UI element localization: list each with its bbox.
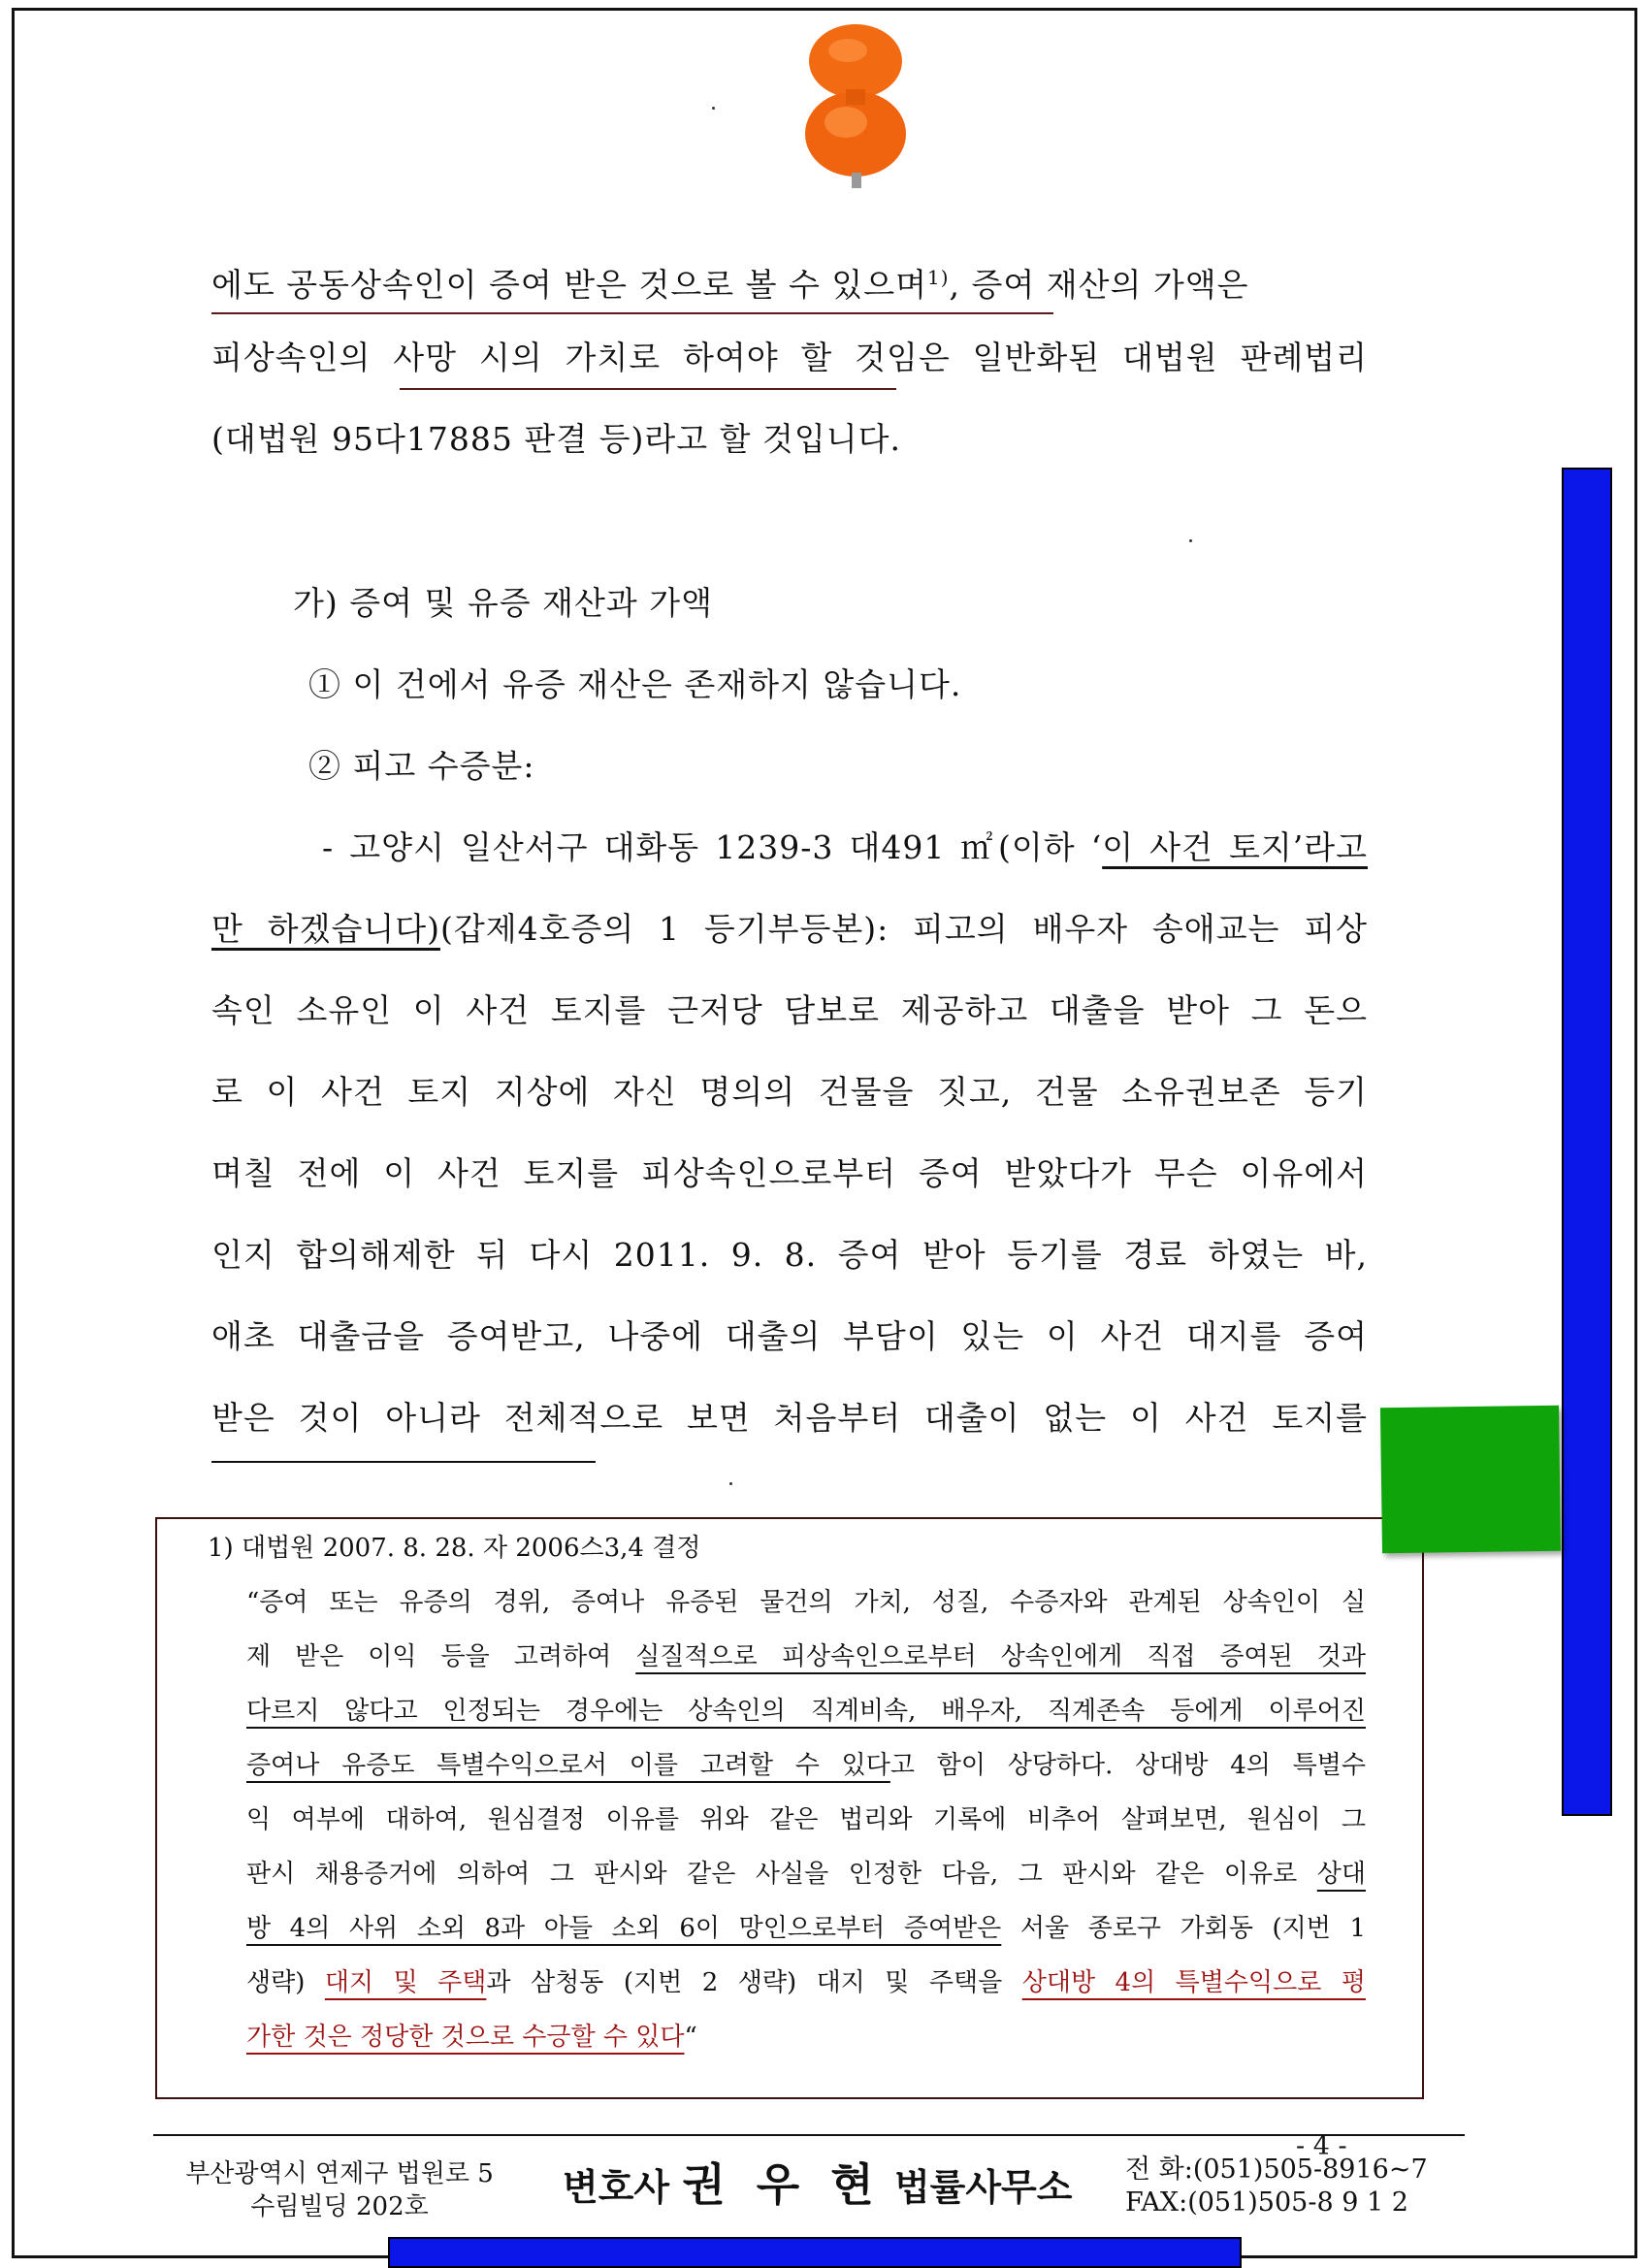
law-firm-name: 변호사 권 우 현 법률사무소: [563, 2158, 1073, 2211]
footnote-line-1: “증여 또는 유증의 경위, 증여나 유증된 물건의 가치, 성질, 수증자와 관계된 상속인이 실: [246, 1588, 1366, 1617]
para-line-6: 인지 합의해제한 뒤 다시 2011. 9. 8. 증여 받아 등기를 경료 하였는 바,: [211, 1236, 1368, 1274]
scan-speck: [712, 107, 715, 110]
phone-number: 전 화:(051)505-8916~7: [1125, 2155, 1428, 2185]
scan-speck: [1189, 539, 1192, 542]
item-1: ① 이 건에서 유증 재산은 존재하지 않습니다.: [308, 665, 962, 703]
para-line-3: 속인 소유인 이 사건 토지를 근저당 담보로 제공하고 대출을 받아 그 돈으: [211, 991, 1368, 1029]
footnote-line-4: 증여나 유증도 특별수익으로서 이를 고려할 수 있다고 함이 상당하다. 상대방 4의 특별수: [246, 1751, 1366, 1780]
footnote-line-8: 생략) 대지 및 주택과 삼청동 (지번 2 생략) 대지 및 주택을 상대방 4의 특별수익으로 평: [246, 1968, 1366, 1997]
footnote-line-2: 제 받은 이익 등을 고려하여 실질적으로 피상속인으로부터 상속인에게 직접 증여된 것과: [246, 1642, 1366, 1671]
footnote-separator: [211, 1461, 596, 1463]
footer-address: [155, 2157, 524, 2223]
footnote-line-5: 익 여부에 대하여, 원심결정 이유를 위와 같은 법리와 기록에 비추어 살펴보면, 원심이 그: [246, 1805, 1366, 1834]
para-line-2: 만 하겠습니다)(갑제4호증의 1 등기부등본): 피고의 배우자 송애교는 피상: [211, 910, 1368, 948]
address-line-2: 수림빌딩 202호: [250, 2192, 429, 2221]
para-line-4: 로 이 사건 토지 지상에 자신 명의의 건물을 짓고, 건물 소유권보존 등기: [211, 1073, 1368, 1111]
body-line-2: 피상속인의 사망 시의 가치로 하여야 할 것임은 일반화된 대법원 판례법리: [211, 339, 1368, 376]
para-line-1: - 고양시 일산서구 대화동 1239-3 대491 ㎡(이하 ‘이 사건 토지’라고: [322, 828, 1368, 866]
footnote-line-7: 방 4의 사위 소외 8과 아들 소외 6이 망인으로부터 증여받은 서울 종로구 가회동 (지번 1: [246, 1914, 1367, 1943]
footer-rule: [153, 2134, 1465, 2136]
push-pin-icon: [793, 17, 918, 192]
body-line-3: (대법원 95다17885 판결 등)라고 할 것입니다.: [211, 420, 901, 458]
underline-rule-2: [400, 388, 896, 390]
footer-contact: [1125, 2154, 1428, 2219]
green-sticky-note: [1380, 1406, 1561, 1554]
footnote-line-6: 판시 채용증거에 의하여 그 판시와 같은 사실을 인정한 다음, 그 판시와 같은 이유로 상대: [246, 1860, 1366, 1889]
item-2: ② 피고 수증분:: [308, 747, 535, 785]
underline-rule-1: [211, 312, 1053, 314]
scan-speck: [729, 1482, 732, 1485]
para-line-7: 애초 대출금을 증여받고, 나중에 대출의 부담이 있는 이 사건 대지를 증여: [211, 1317, 1368, 1355]
footnote-line-3: 다르지 않다고 인정되는 경우에는 상속인의 직계비속, 배우자, 직계존속 등에게 이루어진: [246, 1697, 1366, 1726]
blue-index-tab-bottom: [388, 2237, 1242, 2268]
section-heading: 가) 증여 및 유증 재산과 가액: [293, 584, 713, 622]
address-line-1: 부산광역시 연제구 법원로 5: [185, 2159, 494, 2188]
page-number: - 4 -: [1296, 2131, 1347, 2161]
para-line-5: 며칠 전에 이 사건 토지를 피상속인으로부터 증여 받았다가 무슨 이유에서: [211, 1154, 1368, 1192]
footnote-line-9: 가한 것은 정당한 것으로 수긍할 수 있다“: [246, 2023, 697, 2052]
body-line-1: 에도 공동상속인이 증여 받은 것으로 볼 수 있으며$^{1)}$, 증여 재산의 가액은: [211, 266, 1249, 304]
fax-number: FAX:(051)505-8 9 1 2: [1125, 2187, 1408, 2218]
para-line-8: 받은 것이 아니라 전체적으로 보면 처음부터 대출이 없는 이 사건 토지를: [211, 1399, 1368, 1437]
footnote-header: 1) 대법원 2007. 8. 28. 자 2006스3,4 결정: [208, 1534, 701, 1563]
blue-index-tab-right: [1562, 468, 1612, 1816]
